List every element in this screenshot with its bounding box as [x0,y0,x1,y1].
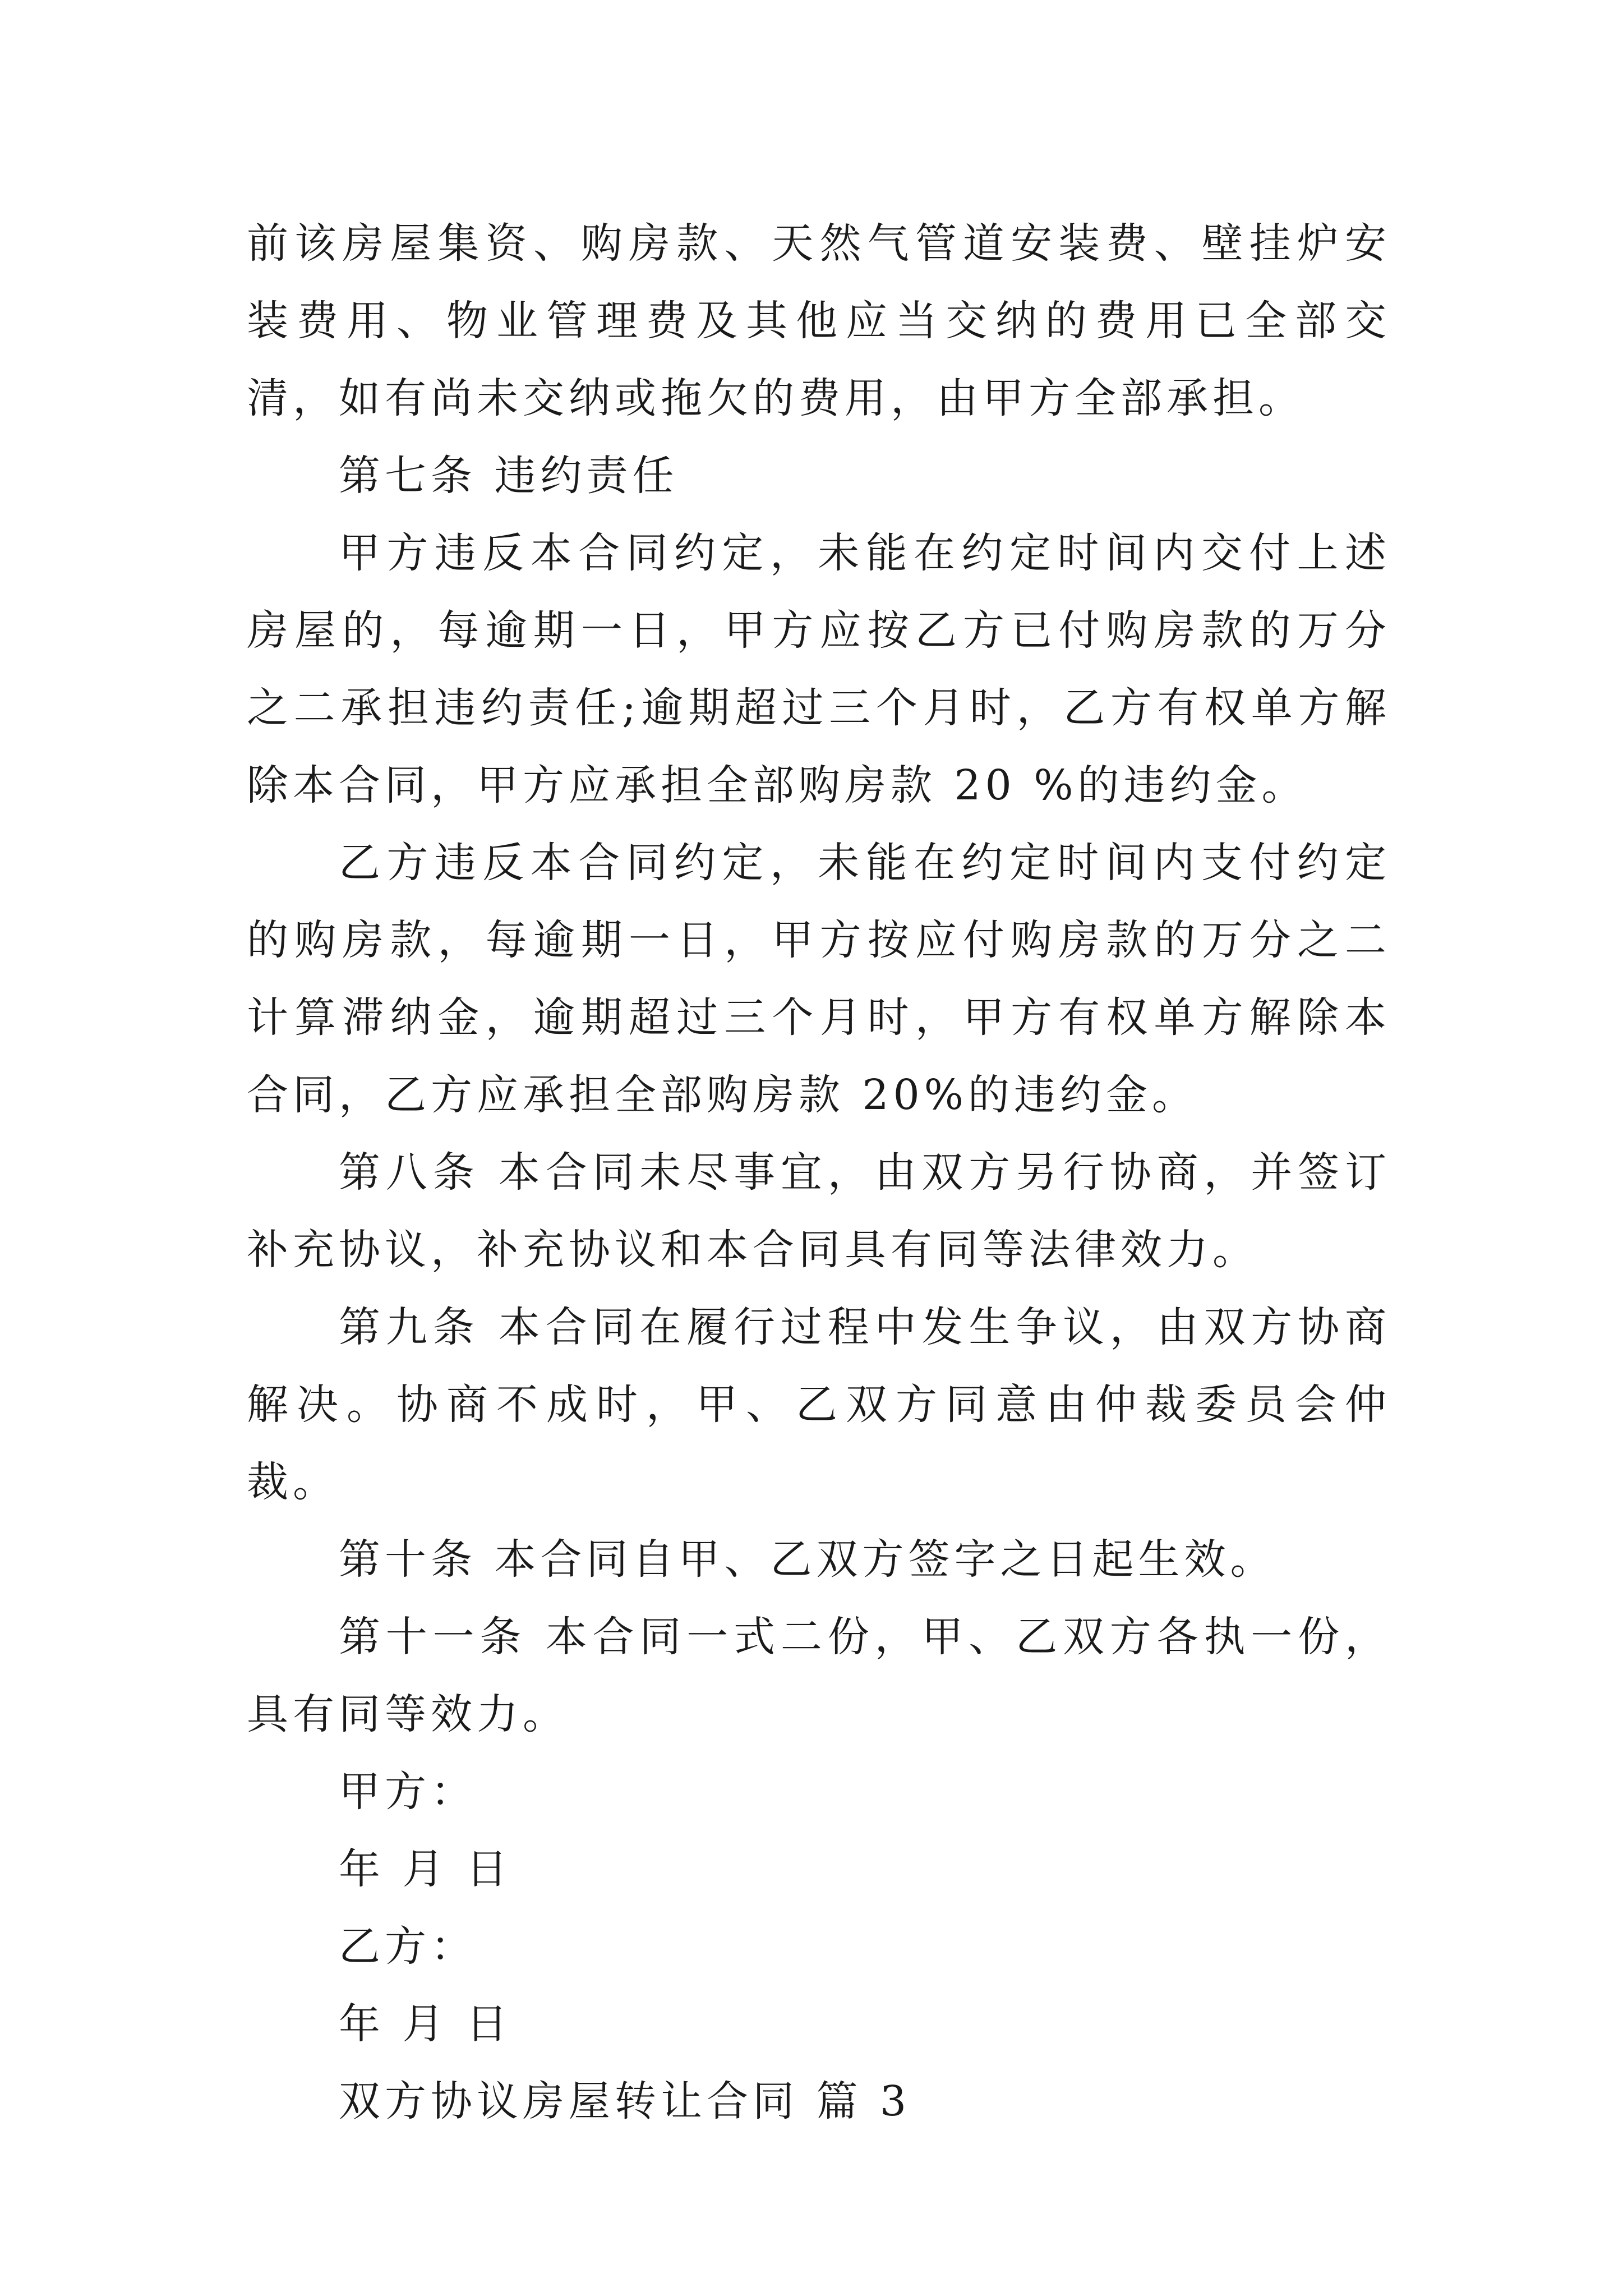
article-9-paragraph: 第九条 本合同在履行过程中发生争议，由双方协商解决。协商不成时，甲、乙双方同意由仲裁委员会仲裁。 [247,1303,1391,1506]
article-8-paragraph: 第八条 本合同未尽事宜，由双方另行协商，并签订补充协议，补充协议和本合同具有同等法律效力。 [247,1148,1391,1274]
party-b-signature-label: 乙方： [339,1922,477,1971]
article-7-paragraph-1: 甲方违反本合同约定，未能在约定时间内交付上述房屋的，每逾期一日，甲方应按乙方已付购房款的万分之二承担违约责任;逾期超过三个月时，乙方有权单方解除本合同，甲方应承担全部购房款 20 %的违约金。 [247,529,1391,809]
article-10-paragraph: 第十条 本合同自甲、乙双方签字之日起生效。 [339,1535,1276,1584]
party-a-date: 年 月 日 [339,1845,513,1893]
party-b-date: 年 月 日 [339,2000,513,2048]
document-body [247,205,1391,2140]
continuation-paragraph: 前该房屋集资、购房款、天然气管道安装费、壁挂炉安装费用、物业管理费及其他应当交纳的费用已全部交清，如有尚未交纳或拖欠的费用，由甲方全部承担。 [247,219,1391,422]
article-11-paragraph: 第十一条 本合同一式二份，甲、乙双方各执一份，具有同等效力。 [247,1613,1391,1738]
article-7-heading: 第七条 违约责任 [339,452,679,500]
article-7-paragraph-2: 乙方违反本合同约定，未能在约定时间内支付约定的购房款，每逾期一日，甲方按应付购房款的万分之二计算滞纳金，逾期超过三个月时，甲方有权单方解除本合同，乙方应承担全部购房款 20%的违约金。 [247,839,1391,1119]
next-section-title: 双方协议房屋转让合同 篇 3 [339,2077,911,2125]
party-a-signature-label: 甲方： [339,1768,477,1816]
